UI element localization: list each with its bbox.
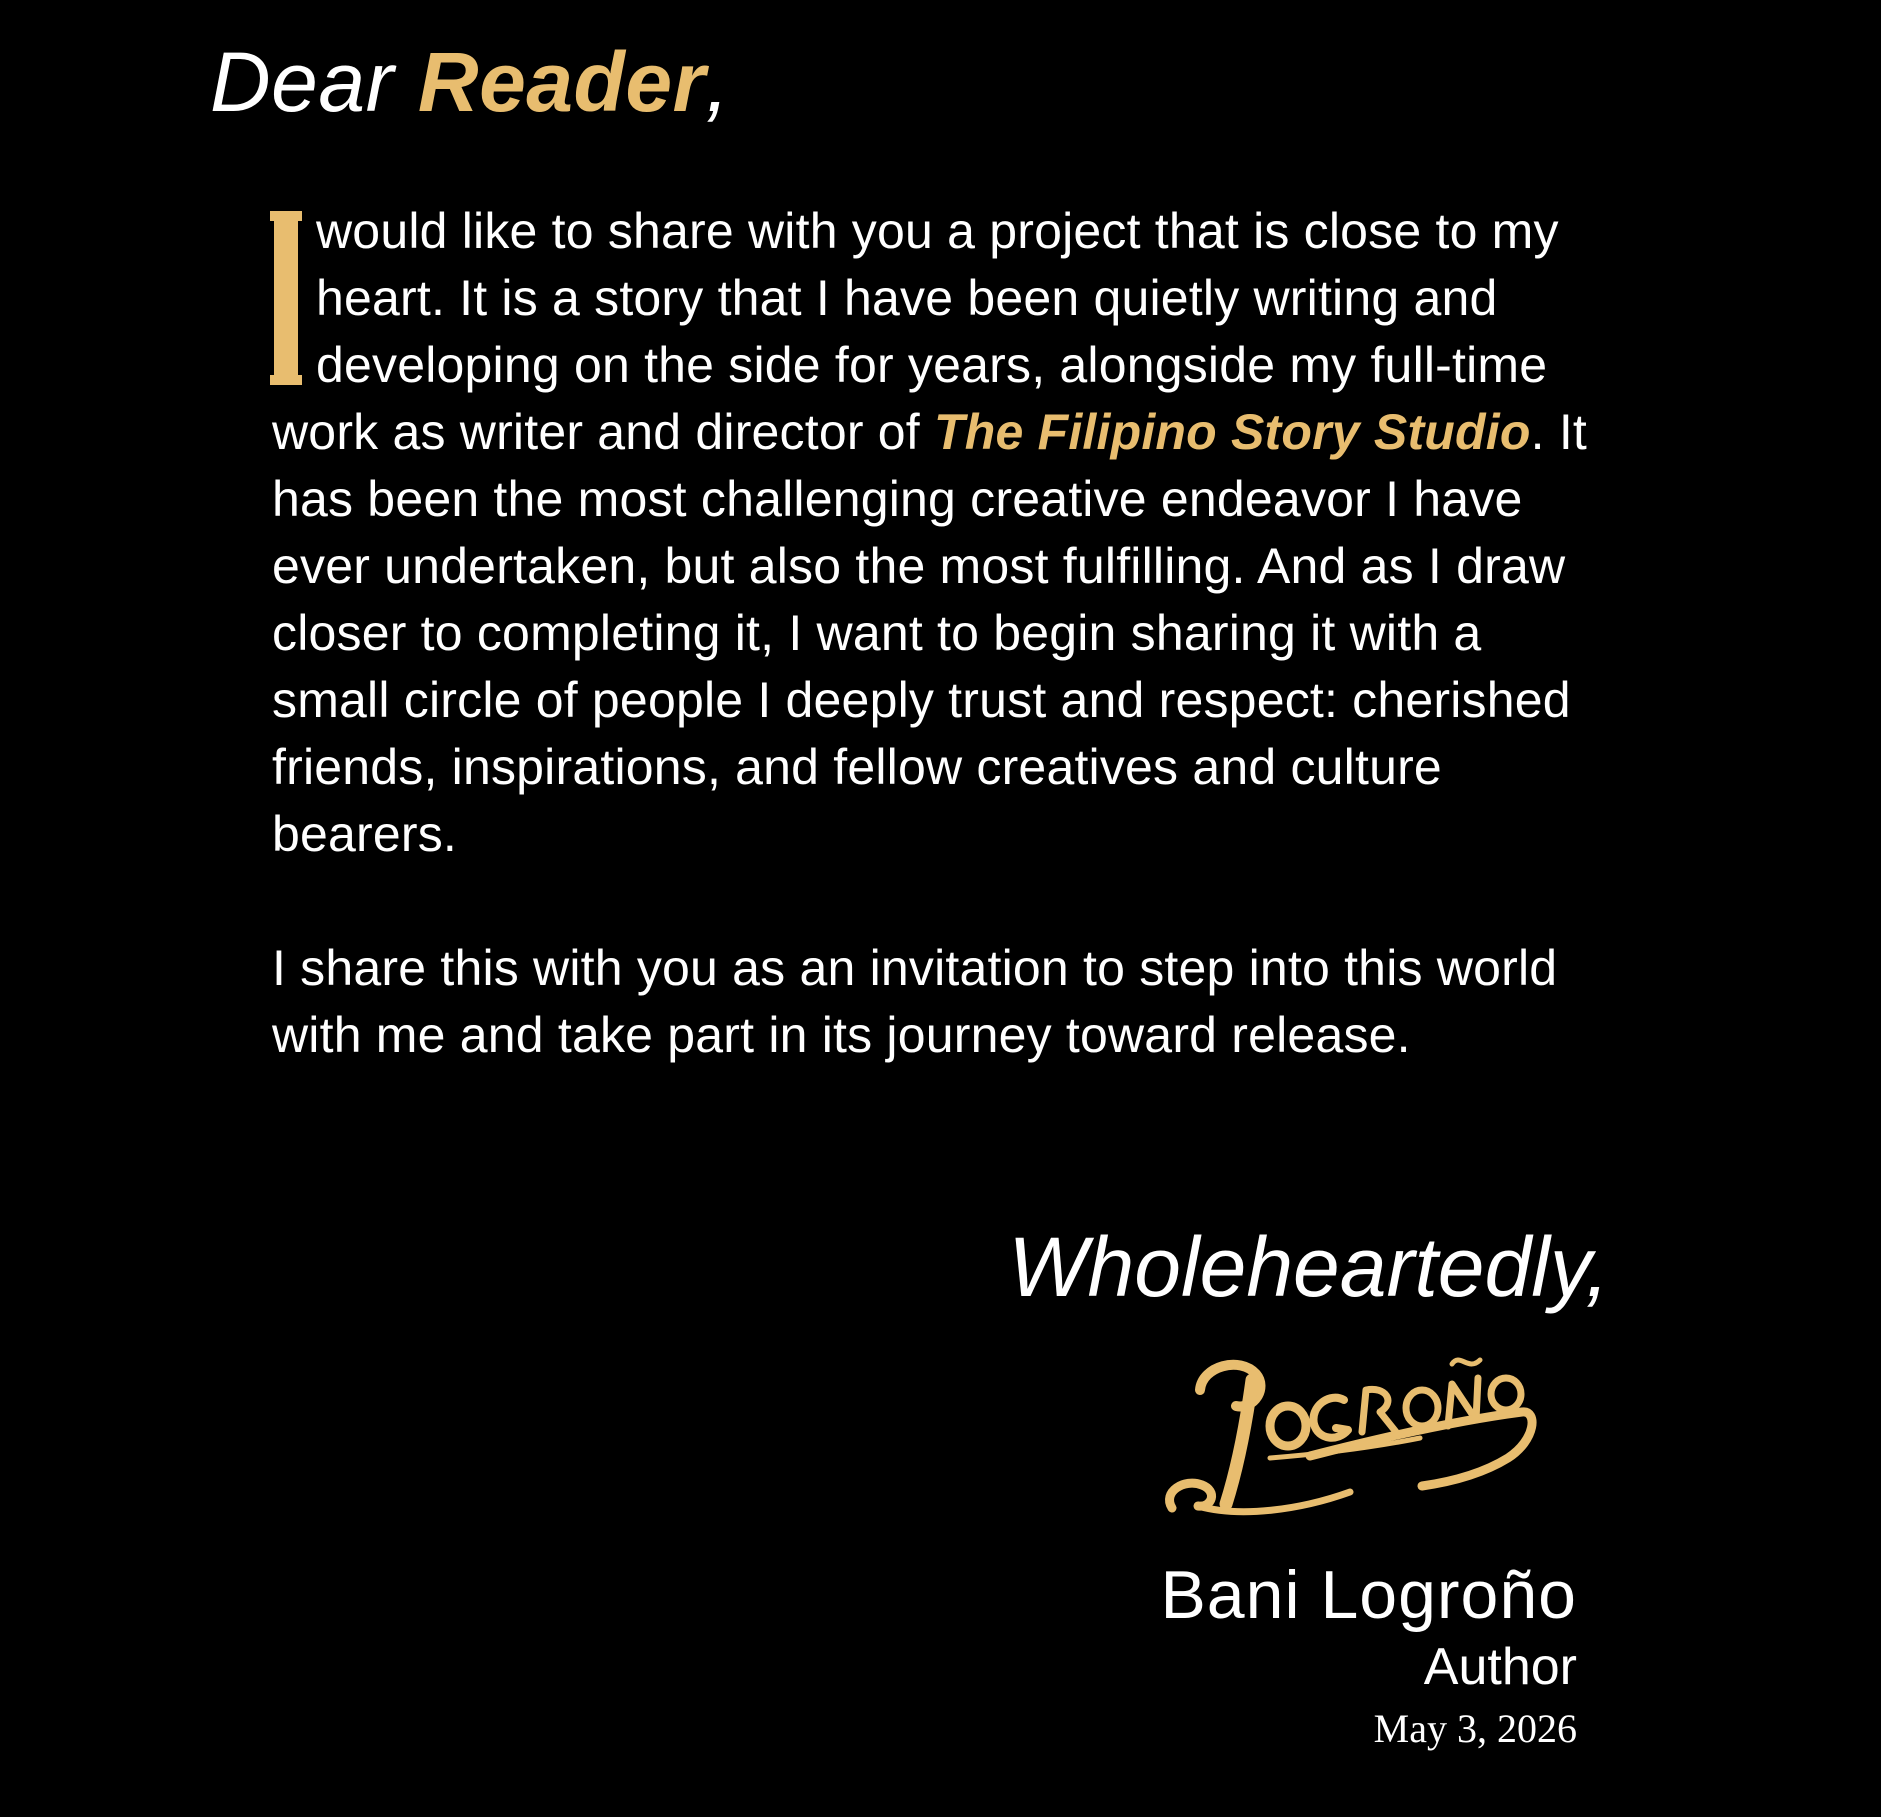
salutation-punctuation: , — [705, 35, 730, 129]
salutation-name: Reader — [417, 35, 706, 129]
author-name: Bani Logroño — [1160, 1557, 1577, 1633]
signature-logo — [1160, 1328, 1540, 1528]
paragraph-1-intro: would like to share with you a project that is close to my heart. It is a story that I have been quietly writing and developing on the side for years, alongside my full-time work as writer and director of — [272, 203, 1559, 460]
letter-body — [272, 198, 1592, 1069]
drop-cap — [274, 211, 298, 385]
salutation-greeting: Dear — [210, 35, 418, 129]
author-block — [1160, 1555, 1577, 1759]
paragraph-1-rest: . It has been the most challenging creative endeavor I have ever undertaken, but also the most fulfilling. And as I draw closer to completing it, I want to begin sharing it with a small circle of people I deeply trust and respect: cherished friends, inspirations, and fellow creatives and culture bearers. — [272, 404, 1588, 862]
closing-line: Wholeheartedly, — [1008, 1220, 1609, 1314]
letter-paragraph-2: I share this with you as an invitation to step into this world with me and take part in its journey toward release. — [272, 940, 1558, 1063]
author-role: Author — [1423, 1638, 1577, 1696]
letter-date: May 3, 2026 — [1373, 1706, 1577, 1751]
letter-paragraph-1 — [272, 198, 1592, 868]
salutation — [210, 22, 730, 142]
studio-name: The Filipino Story Studio — [934, 404, 1531, 460]
